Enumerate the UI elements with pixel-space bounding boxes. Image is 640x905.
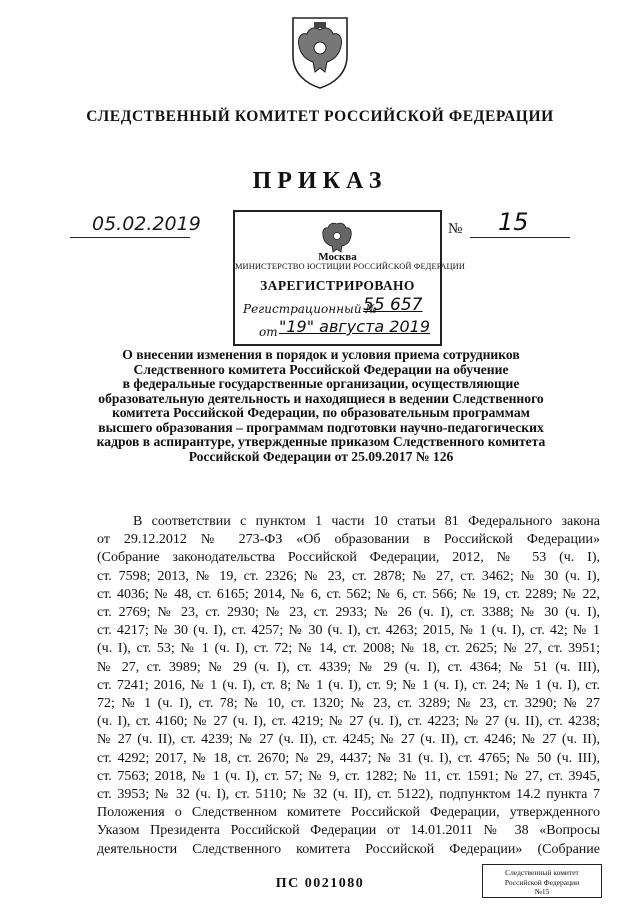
stamp-city: Москва	[318, 251, 357, 263]
body-line: (ч. I), ст. 53; № 1 (ч. I), ст. 72; № 14, ст. 2008; № 18, ст. 2625; № 27, ст. 3951;	[97, 641, 600, 657]
organization-name: СЛЕДСТВЕННЫЙ КОМИТЕТ РОССИЙСКОЙ ФЕДЕРАЦИИ	[86, 108, 554, 125]
corner-box-line: №15	[534, 887, 550, 896]
stamp-reg-label: Регистрационный №	[243, 302, 377, 316]
order-date: 05.02.2019	[92, 213, 201, 235]
date-underline	[70, 237, 190, 238]
stamp-from-label: от	[259, 325, 278, 339]
stamp-reg-number: 55 657	[363, 295, 423, 315]
stamp-reg-date: "19" августа 2019	[279, 317, 430, 336]
order-number: 15	[498, 208, 529, 236]
number-underline	[470, 237, 570, 238]
body-line: ст. 7241; 2016, № 1 (ч. I), ст. 8; № 1 (ч. I), ст. 9; № 1 (ч. I), ст. 24; № 1 (ч. I), ст.	[97, 677, 600, 693]
form-serial-number: ПС 0021080	[275, 876, 365, 891]
body-line: ст. 7563; 2018, № 1 (ч. I), ст. 57; № 9, ст. 1282; № 11, ст. 1591; № 27, ст. 3945,	[97, 768, 600, 784]
body-line: В соответствии с пунктом 1 части 10 статьи 81 Федерального закона	[133, 514, 600, 529]
body-line: ст. 3953; № 32 (ч. I), ст. 5110; № 32 (ч. II), ст. 5122), подпунктом 14.2 пункта 7	[97, 787, 600, 803]
order-heading	[86, 348, 556, 464]
body-line: ст. 4217; № 30 (ч. I), ст. 4257; № 30 (ч. I), ст. 4263; 2015, № 1 (ч. I), ст. 42; № 1	[97, 623, 600, 639]
heading-line: кадров в аспирантуре, утвержденные приказом Следственного комитета	[96, 434, 546, 449]
order-body-text	[97, 513, 600, 859]
heading-line: Следственного комитета Российской Федерации на обучение	[133, 361, 509, 377]
heading-line: комитета Российской Федерации, по образовательным программам	[112, 405, 530, 420]
heading-line: образовательную деятельность и находящиеся в ведении Следственного	[98, 390, 544, 406]
corner-stamp-box	[482, 864, 602, 898]
coat-of-arms-emblem	[285, 12, 355, 90]
order-number-label: №	[448, 221, 463, 237]
body-line: Указом Президента Российской Федерации от 14.01.2011 № 38 «Вопросы	[97, 823, 600, 839]
body-line: № 27, ст. 3989; № 29 (ч. I), ст. 4339; № 29 (ч. I), ст. 4364; № 51 (ч. III),	[97, 659, 600, 675]
corner-box-line: Российской Федерации	[504, 877, 580, 887]
body-line: 72; № 1 (ч. I), ст. 78; № 10, ст. 1320; № 23, ст. 3289; № 23, ст. 3290; № 27	[97, 696, 600, 712]
heading-line: Российской Федерации от 25.09.2017 № 126	[188, 448, 454, 464]
stamp-status: ЗАРЕГИСТРИРОВАНО	[260, 278, 415, 293]
body-line: деятельности Следственного комитета Российской Федерации» (Собрание	[97, 841, 600, 857]
body-line: № 27 (ч. II), ст. 4239; № 27 (ч. II), ст. 4245; № 27 (ч. II), ст. 4246; № 27 (ч. II),	[97, 732, 600, 748]
document-type-title: ПРИКАЗ	[252, 168, 388, 194]
body-line: ст. 4036; № 48, ст. 6165; 2014, № 6, ст. 562; № 6, ст. 566; № 19, ст. 2289; № 22,	[97, 586, 600, 602]
body-line: (ч. I), ст. 4160; № 27 (ч. I), ст. 4219; № 27 (ч. I), ст. 4223; № 27 (ч. II), ст. 4238;	[97, 714, 600, 730]
heading-line: высшего образования – программам подготовки научно-педагогических	[98, 419, 544, 435]
body-line: ст. 7598; 2013, № 19, ст. 2326; № 23, ст. 2878; № 27, ст. 3462; № 30 (ч. I),	[97, 568, 600, 584]
body-line: Положения о Следственном комитете Российской Федерации, утвержденного	[97, 805, 600, 821]
heading-line: О внесении изменения в порядок и условия приема сотрудников	[122, 347, 520, 362]
body-line: ст. 2769; № 23, ст. 2930; № 23, ст. 2933; № 26 (ч. I), ст. 3388; № 30 (ч. I),	[97, 605, 600, 621]
stamp-ministry: МИНИСТЕРСТВО ЮСТИЦИИ РОССИЙСКОЙ ФЕДЕРАЦИИ	[235, 262, 465, 271]
body-line: от 29.12.2012 № 273-ФЗ «Об образовании в Российской Федерации»	[97, 532, 600, 548]
heading-line: в федеральные государственные организации, осуществляющие	[122, 376, 520, 391]
body-line: (Собрание законодательства Российской Федерации, 2012, № 53 (ч. I),	[97, 550, 600, 566]
registration-stamp	[233, 210, 465, 346]
corner-box-line: Следственный комитет	[505, 868, 579, 877]
body-line: ст. 4292; 2017, № 18, ст. 2670; № 29, 4437; № 31 (ч. I), ст. 4765; № 50 (ч. III),	[97, 750, 600, 766]
